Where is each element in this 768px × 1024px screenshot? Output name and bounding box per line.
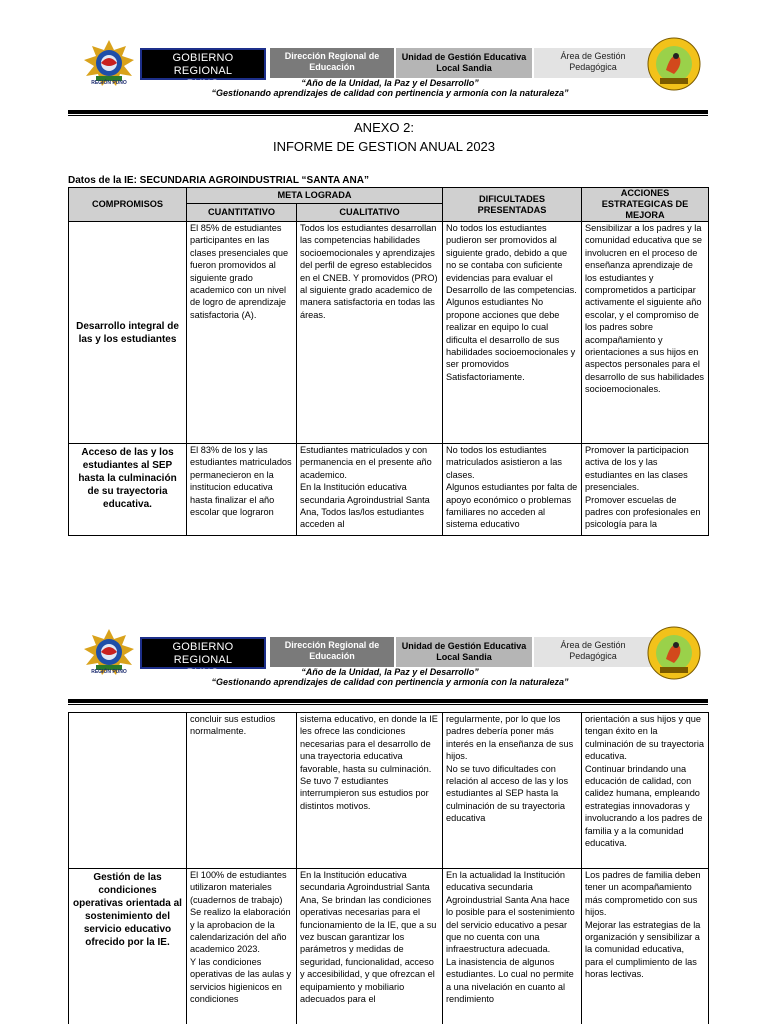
compromiso-cell: Desarrollo integral de las y los estudiantes bbox=[69, 222, 187, 444]
page-2 bbox=[0, 595, 768, 1024]
cualitativo-cell: Estudiantes matriculados y con permanencia en el presente año academico. En la Institución educativa secundaria Agroindustrial Santa Ana, Todos las/los estudiantes acceden al bbox=[297, 444, 443, 536]
direccion-line2: Educación bbox=[309, 62, 355, 72]
cuantitativo-cell: concluir sus estudios normalmente. bbox=[187, 713, 297, 869]
header-rule bbox=[68, 110, 708, 114]
direccion-line1: Dirección Regional de bbox=[284, 51, 380, 61]
anexo-title: ANEXO 2: bbox=[354, 120, 414, 135]
header-cualitativo: CUALITATIVO bbox=[297, 204, 443, 222]
header-meta: META LOGRADA bbox=[187, 188, 443, 204]
table-row bbox=[69, 869, 709, 1024]
area-line1: Área de Gestión bbox=[560, 640, 626, 650]
direccion-line1: Dirección Regional de bbox=[284, 640, 380, 650]
ugel-line2: Local Sandia bbox=[436, 652, 492, 662]
acciones-cell: Promover la participacion activa de los y las estudiantes en las clases presenciales. Promover escuelas de padres con profesionales en psicología para la bbox=[582, 444, 709, 536]
area-line1: Área de Gestión bbox=[560, 51, 626, 61]
cuantitativo-cell: El 83% de los y las estudiantes matriculados permanecieron en la institucion educativa hasta finalizar el año escolar que lograron bbox=[187, 444, 297, 536]
ugel-line1: Unidad de Gestión Educativa bbox=[401, 641, 527, 651]
ugel-line2: Local Sandia bbox=[436, 63, 492, 73]
gobierno-line2: PUNO bbox=[186, 78, 220, 90]
compromiso-cell bbox=[69, 713, 187, 869]
region-caption: REGIÓN PUNO bbox=[91, 80, 127, 86]
informe-title: INFORME DE GESTION ANUAL 2023 bbox=[272, 139, 496, 154]
gobierno-line1: GOBIERNO REGIONAL bbox=[172, 52, 234, 77]
ugel-box bbox=[396, 637, 532, 667]
dificultades-cell: regularmente, por lo que los padres debería poner más interés en la enseñanza de sus hijos. No se tuvo dificultades con relación al acceso de las y los estudiantes al SEP hasta la culminación de su trayectoria educativa bbox=[443, 713, 582, 869]
acciones-cell: Los padres de familia deben tener un acompañamiento más comprometido con sus hijos. Mejorar las estrategias de la organización y sensibilizar a la comunidad educativa, para el cumplimiento de las horas lectivas. bbox=[582, 869, 709, 1024]
header-dificultades: DIFICULTADES PRESENTADAS bbox=[443, 188, 582, 222]
gobierno-regional-box bbox=[140, 637, 266, 679]
table-row bbox=[69, 222, 709, 444]
motto-year: “Año de la Unidad, la Paz y el Desarrollo” bbox=[301, 78, 479, 88]
direccion-line2: Educación bbox=[309, 651, 355, 661]
ugel-line1: Unidad de Gestión Educativa bbox=[401, 52, 527, 62]
dificultades-cell: No todos los estudiantes matriculados asistieron a las clases. Algunos estudiantes por falta de apoyo económico o problemas familiares no acceden al sistema educativo bbox=[443, 444, 582, 536]
cuantitativo-cell: El 85% de estudiantes participantes en las clases presenciales que fueron promovidos al siguiente grado academico con un nivel de logro de aprendizaje satisfactoria (A). bbox=[187, 222, 297, 444]
table-row bbox=[69, 713, 709, 869]
cualitativo-cell: sistema educativo, en donde la IE les ofrece las condiciones necesarias para el desarrollo de una trayectoria educativa favorable, hasta su culminación. Se tuvo 7 estudiantes interrumpieron sus estudios por distintos motivos. bbox=[297, 713, 443, 869]
informe-table-page2 bbox=[68, 712, 709, 1024]
area-gestion-box bbox=[534, 48, 652, 78]
acciones-cell: orientación a sus hijos y que tengan éxito en la culminación de su trayectoria educativa. Continuar brindando una educación de calidad, con calidez humana, empleando estrategias innovadoras y involucrando a los padres de familia y a la comunidad educativa. bbox=[582, 713, 709, 869]
table-row bbox=[69, 444, 709, 536]
cuantitativo-cell: El 100% de estudiantes utilizaron materiales (cuadernos de trabajo) Se realizo la elaboración y la aprobacion de la calendarización del año academico 2023. Y las condiciones operativas de las aulas y servicios higienicos en condiciones bbox=[187, 869, 297, 1024]
cualitativo-cell: Todos los estudiantes desarrollan las competencias habilidades socioemocionales y aprendizajes del perfil de egreso establecidos en el CNEB. Y promovidos (PRO) al siguiente grado academico de manera satisfactoria en todas las áreas. bbox=[297, 222, 443, 444]
gobierno-line1: GOBIERNO REGIONAL bbox=[172, 641, 234, 666]
motto-year: “Año de la Unidad, la Paz y el Desarrollo” bbox=[301, 667, 479, 677]
header-rule-thin bbox=[68, 704, 708, 705]
header-compromisos: COMPROMISOS bbox=[69, 188, 187, 222]
letterhead bbox=[78, 36, 702, 96]
dificultades-cell: En la actualidad la Institución educativa secundaria Agroindustrial Santa Ana hace lo posible para el sostenimiento del servicio educativo a pesar que no cuenta con una infraestructura adecuada. La inasistencia de algunos estudiantes. Lo cual no permite a una nivelación en cuanto al rendimiento bbox=[443, 869, 582, 1024]
acciones-cell: Sensibilizar a los padres y la comunidad educativa que se involucren en el proceso de enseñanza aprendizaje de los estudiantes y comprometidos a participar activamente el siguiente año escolar, y el compromiso de los padres sobre acompañamiento y orientaciones a sus hijos en aspectos personales para el desarrollo de sus habilidades socioemocionales. bbox=[582, 222, 709, 444]
direccion-regional-box bbox=[270, 48, 394, 78]
area-line2: Pedagógica bbox=[569, 62, 617, 72]
letterhead bbox=[78, 625, 702, 685]
cualitativo-cell: En la Institución educativa secundaria Agroindustrial Santa Ana, Se brindan las condiciones operativas necesarias para el funcionamiento de la IE, que a su vez buscan garantizar los parámetros y medidas de seguridad, funcionalidad, acceso y accesibilidad, y que ofrezcan el equipamiento y mobiliario adecuados para el bbox=[297, 869, 443, 1024]
compromiso-cell: Acceso de las y los estudiantes al SEP hasta la culminación de su trayectoria educativa. bbox=[69, 444, 187, 536]
header-rule-thin bbox=[68, 115, 708, 116]
dificultades-cell: No todos los estudiantes pudieron ser promovidos al siguiente grado, debido a que no se contaba con suficiente evidencias para evaluar el Desarrollo de las competencias. Algunos estudiantes No propone acciones que debe realizar en equipo lo cual dificulta el desarrollo de sus habilidades socioemocionales y ser promovidos Satisfactoriamente. bbox=[443, 222, 582, 444]
datos-ie: Datos de la IE: SECUNDARIA AGROINDUSTRIAL “SANTA ANA” bbox=[68, 175, 369, 186]
header-cuantitativo: CUANTITATIVO bbox=[187, 204, 297, 222]
region-caption: REGIÓN PUNO bbox=[91, 669, 127, 675]
gobierno-regional-box bbox=[140, 48, 266, 90]
informe-table-page1 bbox=[68, 187, 709, 536]
gobierno-line2: PUNO bbox=[186, 667, 220, 679]
motto-ugel: “Gestionando aprendizajes de calidad con pertinencia y armonía con la naturaleza” bbox=[211, 677, 569, 687]
area-gestion-box bbox=[534, 637, 652, 667]
header-rule bbox=[68, 699, 708, 703]
motto-ugel: “Gestionando aprendizajes de calidad con pertinencia y armonía con la naturaleza” bbox=[211, 88, 569, 98]
direccion-regional-box bbox=[270, 637, 394, 667]
compromiso-cell: Gestión de las condiciones operativas orientada al sostenimiento del servicio educativo ofrecido por la IE. bbox=[69, 869, 187, 1024]
area-line2: Pedagógica bbox=[569, 651, 617, 661]
ugel-box bbox=[396, 48, 532, 78]
header-acciones: ACCIONES ESTRATEGICAS DE MEJORA bbox=[582, 188, 709, 222]
